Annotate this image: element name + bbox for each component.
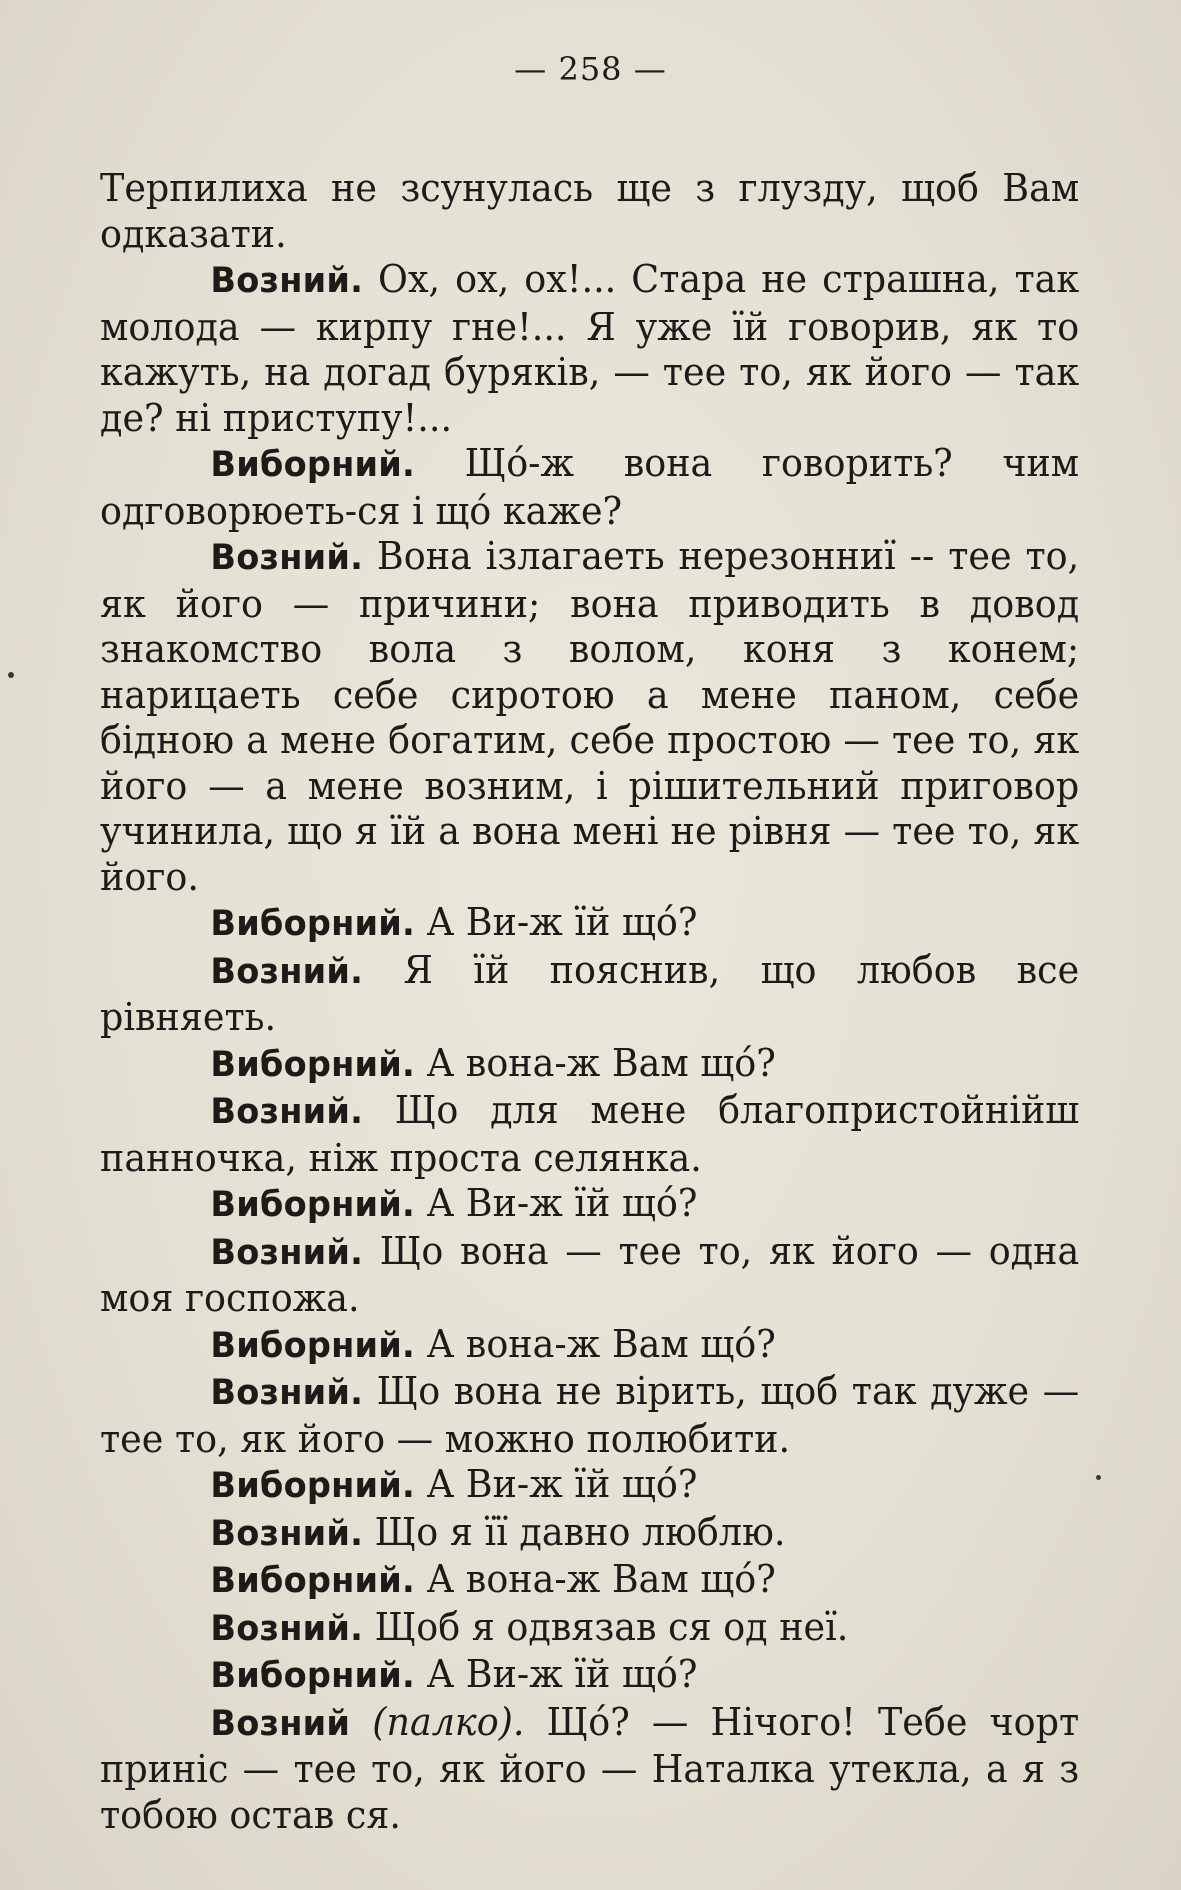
speech-text: А вона-ж Вам щó?	[426, 1557, 776, 1601]
speech-text: Щоб я одвязав ся од неї.	[374, 1604, 849, 1649]
speaker-name: Возний.	[210, 261, 364, 301]
speech-text: Що я її давно люблю.	[374, 1509, 786, 1554]
ink-speck	[1096, 1475, 1101, 1480]
page-number: — 258 —	[514, 50, 667, 88]
speech-text: Що вона — тее то, як його — одна моя госпожа.	[100, 1228, 1080, 1320]
speaker-name: Возний.	[210, 1513, 364, 1554]
speech-text: Що вона не вірить, щоб так дуже — тее то, як його — можно полюбити.	[100, 1369, 1080, 1461]
speech-text: А Ви-ж їй щó?	[426, 900, 698, 944]
speaker-name: Виборний.	[210, 1325, 415, 1366]
dialogue-paragraph	[100, 1605, 1079, 1653]
speaker-name: Возний	[210, 1703, 351, 1744]
speech-text: Щó? — Нічого! Тебе чорт приніс — тее то, як його — Наталка утекла, а я з тобою остав ся.	[100, 1699, 1080, 1837]
dialogue-paragraph	[100, 900, 1079, 948]
ink-speck	[8, 672, 14, 678]
dialogue-paragraph	[100, 441, 1079, 534]
speech-text: А Ви-ж їй щó?	[426, 1652, 698, 1696]
dialogue-paragraph	[100, 1322, 1079, 1370]
dialogue-paragraph	[100, 534, 1079, 900]
dialogue-paragraph	[100, 1652, 1079, 1700]
dialogue-paragraph	[100, 1229, 1079, 1322]
dialogue-paragraph	[100, 166, 1079, 257]
dialogue-paragraph	[100, 1462, 1079, 1510]
speaker-name: Возний.	[210, 1608, 364, 1649]
speech-text: А вона-ж Вам щó?	[426, 1321, 776, 1366]
speaker-name: Виборний.	[210, 1185, 415, 1225]
speech-text: Щó-ж вона говорить? чим одговорюеть-ся і щó каже?	[100, 441, 1080, 533]
speaker-name: Виборний.	[210, 904, 415, 944]
speaker-name: Виборний.	[210, 1044, 415, 1085]
dialogue-paragraph	[100, 948, 1079, 1041]
speech-text: Що для мене благопристойнійш панночка, ніж проста селянка.	[100, 1088, 1080, 1180]
play-text	[100, 166, 1079, 1838]
speech-text: А Ви-ж їй щó?	[426, 1462, 698, 1506]
dialogue-paragraph	[100, 1700, 1079, 1839]
dialogue-paragraph	[100, 1557, 1079, 1605]
dialogue-paragraph	[100, 1510, 1079, 1558]
speaker-name: Возний.	[210, 951, 364, 992]
speaker-name: Виборний.	[210, 1656, 415, 1696]
speech-text: Терпилиха не зсунулась ще з глузду, щоб Вам одказати.	[100, 166, 1080, 256]
speaker-name: Возний.	[210, 1092, 364, 1132]
speech-text: А вона-ж Вам щó?	[426, 1040, 776, 1085]
dialogue-paragraph	[100, 1369, 1079, 1462]
dialogue-paragraph	[100, 257, 1079, 441]
speech-text: А Ви-ж їй щó?	[426, 1181, 698, 1225]
speech-text: Ох, ох, ох!... Стара не страшна, так молода — кирпу гне!... Я уже їй говорив, як то кажуть, на догад буряків, — тее то, як його — так де? ні приступу!...	[100, 257, 1080, 440]
dialogue-paragraph	[100, 1088, 1079, 1181]
speech-text: Вона ізлагаеть нерезонниї -- тее то, як його — причини; вона приводить в довод знакомство вола з волом, коня з конем; нарицаеть себе сиротою а мене паном, себе бідною а мене богатим, себе простою — тее то, як його — а мене возним, і рішительний приговор учинила, що я їй а вона мені не рівня — тее то, як його.	[100, 534, 1080, 899]
speaker-name: Возний.	[210, 538, 364, 578]
speaker-name: Виборний.	[210, 1561, 415, 1601]
stage-direction: (палко).	[372, 1699, 525, 1744]
speaker-name: Возний.	[210, 1232, 364, 1273]
dialogue-paragraph	[100, 1041, 1079, 1089]
speech-text: Я їй пояснив, що любов все рівняеть.	[100, 947, 1080, 1039]
speaker-name: Виборний.	[210, 1466, 415, 1506]
dialogue-paragraph	[100, 1181, 1079, 1229]
speaker-name: Виборний.	[210, 445, 415, 485]
speaker-name: Возний.	[210, 1373, 364, 1413]
